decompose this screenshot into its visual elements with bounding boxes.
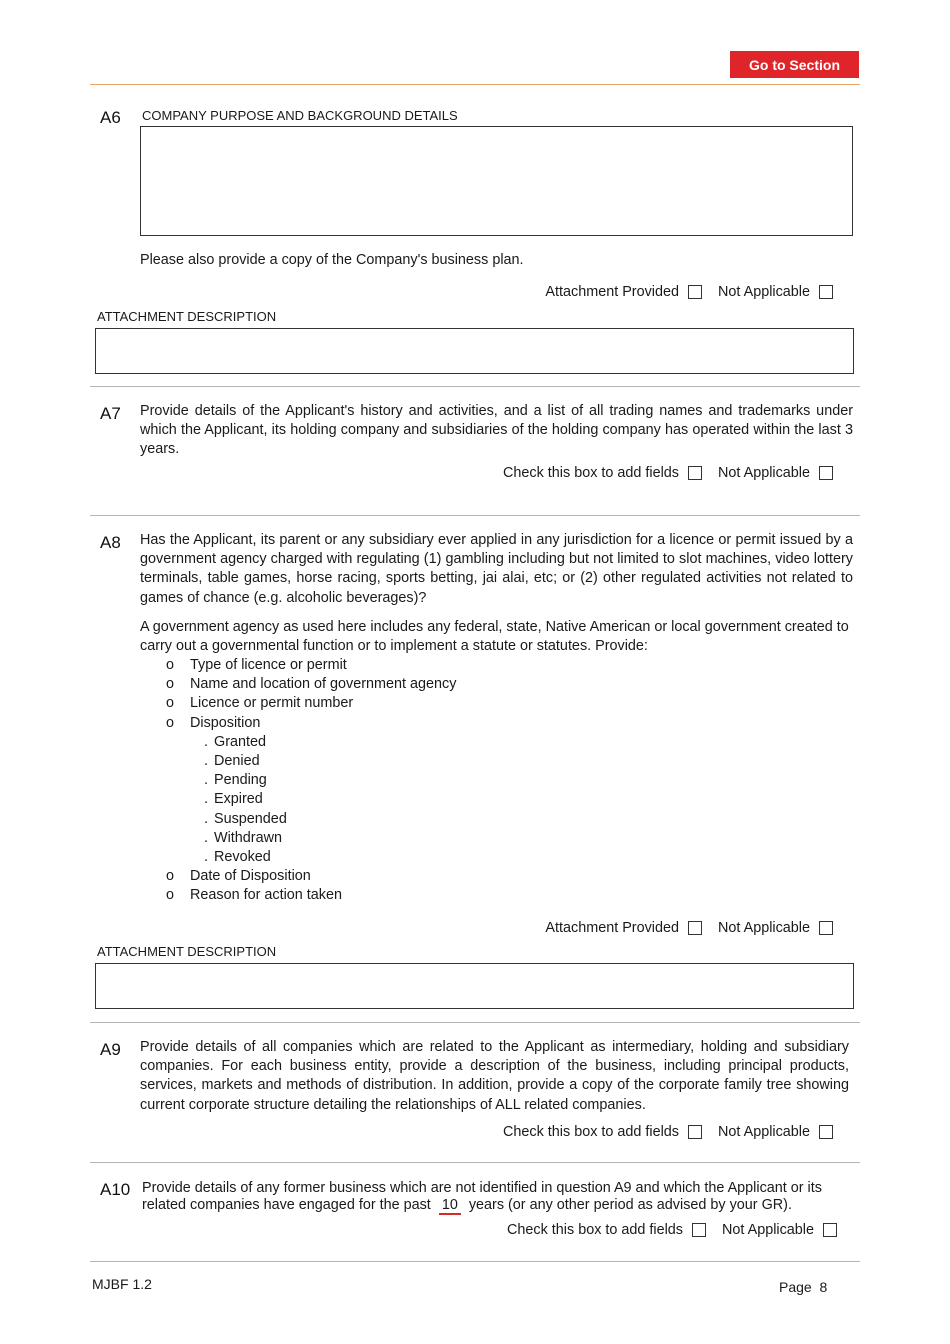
form-code: MJBF 1.2 <box>92 1276 152 1292</box>
list-item: o Licence or permit number <box>166 694 456 713</box>
list-item: . Revoked <box>202 848 456 867</box>
a10-checkbox-row <box>507 1222 839 1238</box>
add-fields-label: Check this box to add fields <box>503 465 679 481</box>
section-divider <box>90 1022 860 1023</box>
question-number-a8: A8 <box>100 533 121 552</box>
not-applicable-label: Not Applicable <box>718 465 810 481</box>
attachment-provided-checkbox[interactable] <box>688 921 702 935</box>
question-number-a10: A10 <box>100 1180 131 1199</box>
company-purpose-field[interactable] <box>140 126 853 236</box>
add-fields-label: Check this box to add fields <box>503 1124 679 1140</box>
not-applicable-label: Not Applicable <box>718 1124 810 1140</box>
section-divider <box>90 386 860 387</box>
years-value-field[interactable]: 10 <box>439 1197 461 1216</box>
list-item: o Reason for action taken <box>166 886 456 905</box>
list-item: . Pending <box>202 771 456 790</box>
a9-text: Provide details of all companies which are related to the Applicant as intermediary, holding and subsidiary companies. For each business entity, provide a description of the business, including principal products, services, markets and methods of distribution. In addition, provide a copy of the corporate family tree showing current corporate structure detailing the relationships of ALL related companies. <box>140 1039 849 1113</box>
list-item: o Date of Disposition <box>166 867 456 886</box>
attachment-provided-label: Attachment Provided <box>545 920 679 936</box>
list-item: . Suspended <box>202 810 456 829</box>
a10-text <box>142 1180 847 1215</box>
attachment-provided-checkbox[interactable] <box>688 285 702 299</box>
attachment-description-label: ATTACHMENT DESCRIPTION <box>97 944 277 959</box>
list-item: . Denied <box>202 752 456 771</box>
attachment-description-label: ATTACHMENT DESCRIPTION <box>97 309 277 324</box>
page-label: Page <box>779 1279 812 1295</box>
section-divider <box>90 515 860 516</box>
add-fields-checkbox[interactable] <box>688 466 702 480</box>
a10-text-after: years (or any other period as advised by your GR). <box>468 1196 792 1213</box>
a6-checkbox-row <box>545 284 835 300</box>
list-item: . Expired <box>202 790 456 809</box>
not-applicable-checkbox[interactable] <box>819 285 833 299</box>
disposition-list <box>190 733 456 867</box>
disposition-label: Disposition <box>190 714 261 731</box>
section-divider <box>90 1162 860 1163</box>
not-applicable-checkbox[interactable] <box>823 1223 837 1237</box>
a8-checkbox-row <box>545 920 835 936</box>
a7-text: Provide details of the Applicant's history and activities, and a list of all trading names and trademarks under which the Applicant, its holding company and subsidiaries of the holding company has operated within the last 3 years. <box>140 403 853 458</box>
a7-checkbox-row <box>503 465 835 481</box>
not-applicable-label: Not Applicable <box>718 284 810 300</box>
a9-checkbox-row <box>503 1124 835 1140</box>
a10-text-before: Provide details of any former business which are not identified in question A9 and which the Applicant or its related companies have engaged for the past <box>142 1180 822 1213</box>
a8-text-2: A government agency as used here includes any federal, state, Native American or local government created to carry out a governmental function or to implement a statute or statutes. Provide: <box>140 619 849 655</box>
attachment-description-field[interactable] <box>95 328 854 374</box>
a6-title: COMPANY PURPOSE AND BACKGROUND DETAILS <box>142 108 458 123</box>
page-number-value: 8 <box>819 1279 828 1295</box>
list-item: . Withdrawn <box>202 829 456 848</box>
add-fields-label: Check this box to add fields <box>507 1222 683 1238</box>
attachment-provided-label: Attachment Provided <box>545 284 679 300</box>
a6-note: Please also provide a copy of the Company's business plan. <box>140 252 524 268</box>
attachment-description-field[interactable] <box>95 963 854 1009</box>
question-number-a6: A6 <box>100 108 121 127</box>
go-to-section-button[interactable]: Go to Section <box>730 51 859 78</box>
not-applicable-checkbox[interactable] <box>819 921 833 935</box>
list-item: . Granted <box>202 733 456 752</box>
list-item: o Name and location of government agency <box>166 675 456 694</box>
not-applicable-checkbox[interactable] <box>819 1125 833 1139</box>
list-item <box>166 714 456 868</box>
question-number-a9: A9 <box>100 1040 121 1059</box>
header-divider <box>90 84 860 85</box>
page-number <box>779 1279 827 1295</box>
a8-text: Has the Applicant, its parent or any subsidiary ever applied in any jurisdiction for a licence or permit issued by a government agency charged with regulating (1) gambling including but not limited to slot machines, video lottery terminals, table games, horse racing, sports betting, jai alai, etc; or (2) other regulated activities not related to games of chance (e.g. alcoholic beverages)? <box>140 532 853 606</box>
list-item: o Type of licence or permit <box>166 656 456 675</box>
add-fields-checkbox[interactable] <box>692 1223 706 1237</box>
question-number-a7: A7 <box>100 404 121 423</box>
not-applicable-checkbox[interactable] <box>819 466 833 480</box>
not-applicable-label: Not Applicable <box>722 1222 814 1238</box>
footer-divider <box>90 1261 860 1262</box>
add-fields-checkbox[interactable] <box>688 1125 702 1139</box>
a8-provide-list <box>166 656 456 906</box>
not-applicable-label: Not Applicable <box>718 920 810 936</box>
